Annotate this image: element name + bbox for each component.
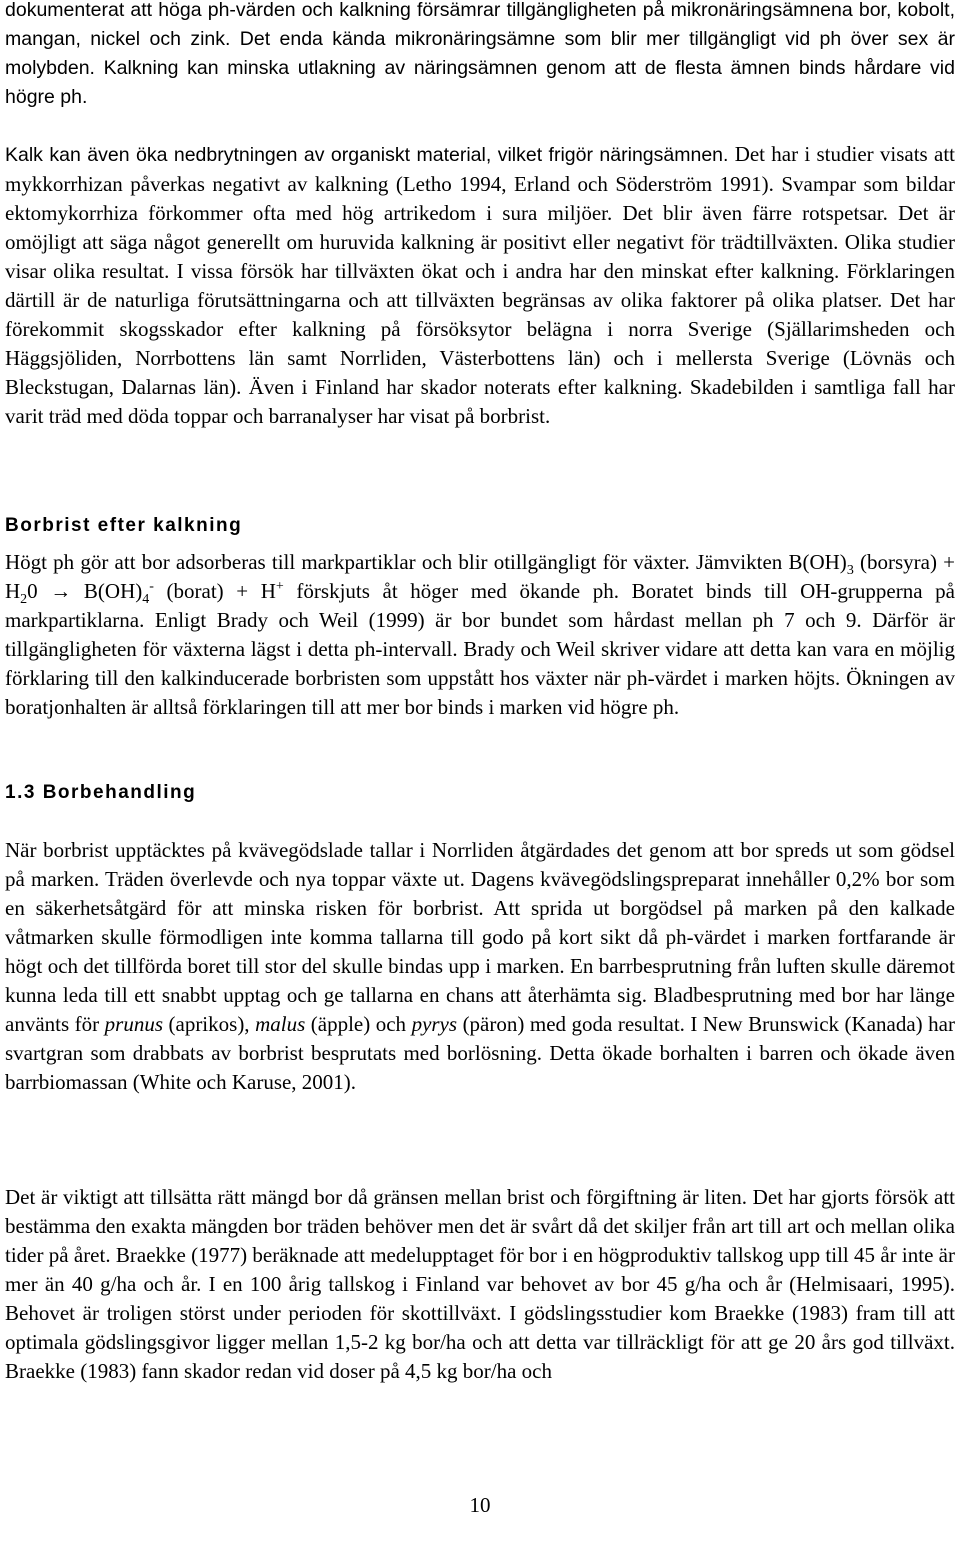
paragraph-liming-effects	[5, 140, 955, 431]
page-number: 10	[469, 1493, 491, 1517]
paragraph-liming-micronutrients	[5, 0, 955, 112]
text-run: När borbrist upptäcktes på kvävegödslade tallar i Norrliden åtgärdades det genom att bor spreds ut som gödsel på marken. Träden överlevde och nya toppar växte ut. Dagens kvävegödslingspreparat innehåller 0,2% bor som en säkerhetsåtgärd för att minska risken för borbrist. Att sprida ut borgödsel på marken på den kalkade våtmarken skulle förmodligen inte komma tallarna till godo på kort sikt då ph-värdet i marken fortfarande är högt och det tillförda boret till stor del skulle bindas upp i marken. En barrbesprutning från luften skulle däremot kunna leda till ett snabbt upptag och ge tallarna en chans att återhämta sig. Bladbesprutning med bor har länge använts för	[5, 838, 955, 1036]
superscript: -	[149, 579, 154, 594]
subscript: 4	[142, 592, 150, 608]
paragraph-lead-sentence: Kalk kan även öka nedbrytningen av organiskt material, vilket frigör näringsämnen.	[5, 144, 729, 166]
paragraph-boron-dosage	[5, 1183, 955, 1386]
text-run: (äpple) och	[305, 1012, 412, 1036]
text-run: (borsyra) + H	[5, 550, 955, 603]
section-heading-borbehandling: 1.3 Borbehandling	[5, 782, 197, 803]
paragraph-boron-adsorption	[5, 548, 955, 722]
subscript: 2	[20, 592, 28, 608]
italic-term: prunus	[104, 1012, 163, 1036]
paragraph-text: Det är viktigt att tillsätta rätt mängd bor då gränsen mellan brist och förgiftning är liten. Det har gjorts försök att bestämma den exakta mängden bor träden behöver men det är svårt då det skiljer från art till art och mellan olika tider på året. Braekke (1977) beräknade att medelupptaget för bor i en högproduktiv tallskog upp till 45 år inte är mer än 40 g/ha och år. I en 100 årig tallskog i Finland var behovet av bor 45 g/ha och år (Helmisaari, 1995). Behovet är troligen störst under perioden för skottillväxt. I gödslingsstudier kom Braekke (1983) fram till att optimala gödslingsgivor ligger mellan 1,5-2 kg bor/ha och att detta var tillräckligt för att ge 20 års god tillväxt. Braekke (1983) fann skador redan vid doser på 4,5 kg bor/ha och	[5, 1185, 955, 1383]
italic-term: pyrys	[411, 1012, 458, 1036]
text-run: 0	[27, 579, 51, 603]
paragraph-text: dokumenterat att höga ph-värden och kalkning försämrar tillgängligheten på mikronäringsämnena bor, kobolt, mangan, nickel och zink. Det enda kända mikronäringsämne som blir mer tillgängligt vid ph över sex är molybden. Kalkning kan minska utlakning av näringsämnen genom att de flesta ämnen binds hårdare vid högre ph.	[5, 0, 955, 108]
right-arrow-icon: →	[50, 579, 72, 603]
text-run: B(OH)	[71, 579, 143, 603]
section-heading-borbrist: Borbrist efter kalkning	[5, 515, 243, 536]
text-run: (aprikos),	[163, 1012, 256, 1036]
text-run: Högt ph gör att bor adsorberas till markpartiklar och blir otillgängligt för växter. Jämvikten B(OH)	[5, 550, 847, 574]
paragraph-text: Det har i studier visats att mykkorrhizan påverkas negativt av kalkning (Letho 1994, Erland och Söderström 1991). Svampar som bildar ektomykorrhiza förkommer ofta med hög artrikedom i sura miljöer. Det blir även färre rotspetsar. Det är omöjligt att säga något generellt om huruvida kalkning är positivt eller negativt för trädtillväxten. Olika studier visar olika resultat. I vissa försök har tillväxten ökat och i andra har den minskat efter kalkning. Förklaringen därtill är de naturliga förutsättningarna och att tillväxten begränsas av olika faktorer på olika platser. Det har förekommit skogsskador efter kalkning på försöksytor belägna i norra Sverige (Själlarimsheden och Häggsjöliden, Norrbottens län samt Norrliden, Västerbottens län) och i mellersta Sverige (Lövnäs och Bleckstugan, Dalarnas län). Även i Finland har skador noterats efter kalkning. Skadebilden i samtliga fall har varit träd med döda toppar och barranalyser har visat på borbrist.	[5, 142, 955, 428]
subscript: 3	[846, 563, 854, 579]
text-run: (borat) + H	[153, 579, 276, 603]
text-run: förskjuts åt höger med ökande ph. Boratet binds till OH-grupperna på markpartiklarna. Enligt Brady och Weil (1999) är bor bundet som hårdast mellan ph 7 och 9. Därför är tillgängligheten för växterna lägst i detta ph-intervall. Brady och Weil skriver vidare att detta kan vara en möjlig förklaring till den kalkinducerade borbristen som uppstått hos växter när ph-värdet i marken höjts. Ökningen av boratjonhalten är alltså förklaringen till att mer bor binds i marken vid högre ph.	[5, 579, 955, 719]
paragraph-boron-treatment	[5, 836, 955, 1097]
text-run: (päron) med goda resultat. I New Brunswick (Kanada) har svartgran som drabbats av borbrist besprutats med borlösning. Detta ökade borhalten i barren och ökade även barrbiomassan (White och Karuse, 2001).	[5, 1012, 955, 1094]
superscript: +	[275, 579, 284, 594]
italic-term: malus	[255, 1012, 306, 1036]
